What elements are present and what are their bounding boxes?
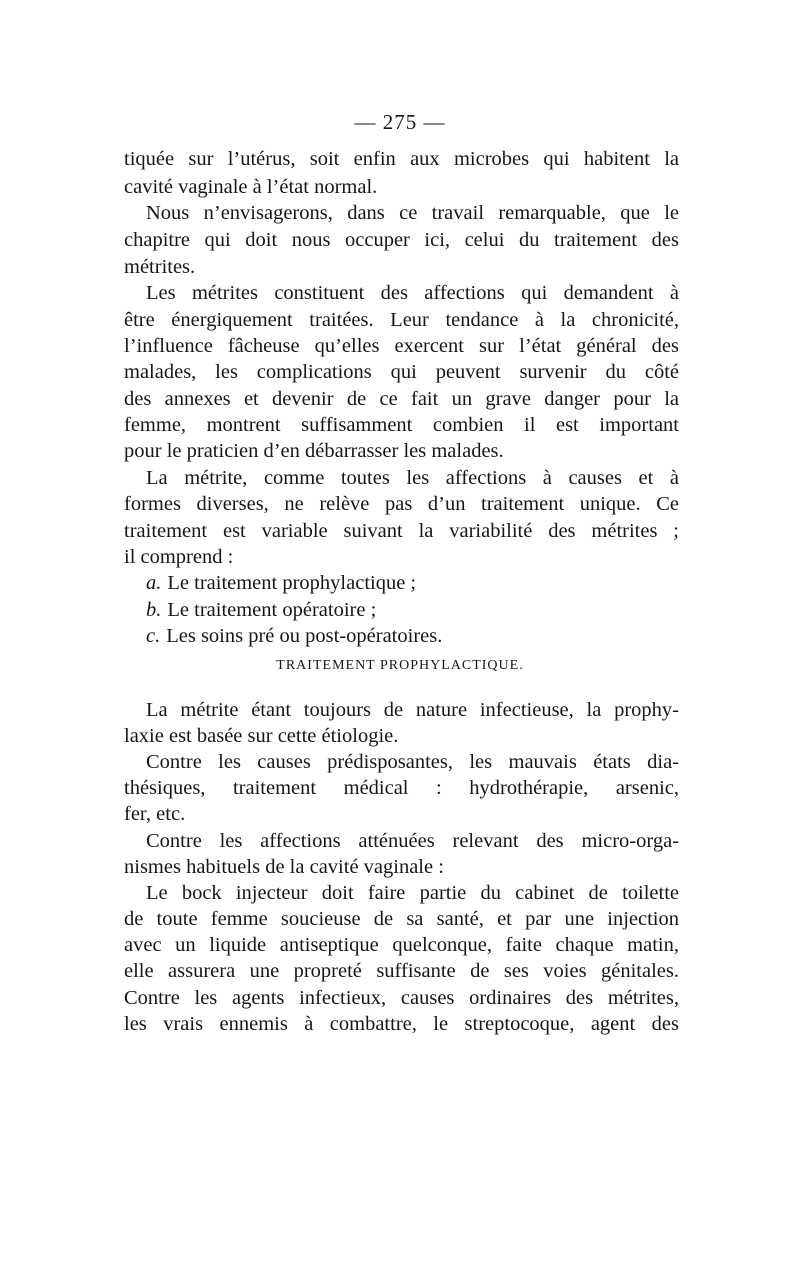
text-line: femme, montrent suffisamment combien il est important: [124, 414, 679, 436]
text-line: elle assurera une propreté suffisante de ses voies génitales.: [124, 960, 679, 982]
list-item-text: Le traitement opératoire ;: [167, 599, 377, 621]
text-line: nismes habituels de la cavité vaginale :: [124, 856, 444, 878]
text-line: Contre les affections atténuées relevant des micro-orga-: [146, 830, 679, 852]
text-line: être énergiquement traitées. Leur tendance à la chronicité,: [124, 309, 679, 331]
text-line: avec un liquide antiseptique quelconque, faite chaque matin,: [124, 934, 679, 956]
section-heading: TRAITEMENT PROPHYLACTIQUE.: [276, 658, 524, 673]
text-line: tiquée sur l’utérus, soit enfin aux microbes qui habitent la: [124, 148, 679, 170]
list-item: [146, 596, 376, 624]
text-line: thésiques, traitement médical : hydrothérapie, arsenic,: [124, 777, 679, 799]
text-line: Nous n’envisagerons, dans ce travail remarquable, que le: [146, 202, 679, 224]
list-item-text: Le traitement prophylactique ;: [167, 572, 417, 594]
text-line: l’influence fâcheuse qu’elles exercent sur l’état général des: [124, 335, 679, 357]
list-marker: c.: [146, 625, 161, 647]
list-marker: a.: [146, 572, 162, 594]
text-line: Contre les causes prédisposantes, les mauvais états dia-: [146, 751, 679, 773]
list-marker: b.: [146, 599, 162, 621]
text-line: Contre les agents infectieux, causes ordinaires des métrites,: [124, 987, 679, 1009]
text-line: métrites.: [124, 256, 196, 278]
text-line: Le bock injecteur doit faire partie du cabinet de toilette: [146, 882, 679, 904]
text-line: de toute femme soucieuse de sa santé, et par une injection: [124, 908, 679, 930]
text-line: formes diverses, ne relève pas d’un traitement unique. Ce: [124, 493, 679, 515]
text-line: malades, les complications qui peuvent survenir du côté: [124, 361, 679, 383]
text-line: La métrite, comme toutes les affections à causes et à: [146, 467, 679, 489]
text-line: des annexes et devenir de ce fait un grave danger pour la: [124, 388, 679, 410]
text-line: La métrite étant toujours de nature infectieuse, la prophy-: [146, 699, 679, 721]
page-number: — 275 —: [354, 110, 446, 134]
text-line: Les métrites constituent des affections qui demandent à: [146, 282, 679, 304]
text-line: laxie est basée sur cette étiologie.: [124, 725, 399, 747]
text-line: fer, etc.: [124, 803, 186, 825]
text-line: traitement est variable suivant la variabilité des métrites ;: [124, 520, 679, 542]
list-item: [146, 569, 416, 597]
list-item-text: Les soins pré ou post-opératoires.: [166, 625, 443, 647]
text-line: cavité vaginale à l’état normal.: [124, 176, 378, 198]
text-line: chapitre qui doit nous occuper ici, celui du traitement des: [124, 229, 679, 251]
text-line: pour le praticien d’en débarrasser les malades.: [124, 440, 504, 462]
text-line: il comprend :: [124, 546, 234, 568]
text-line: les vrais ennemis à combattre, le streptocoque, agent des: [124, 1013, 679, 1035]
list-item: [146, 622, 442, 650]
